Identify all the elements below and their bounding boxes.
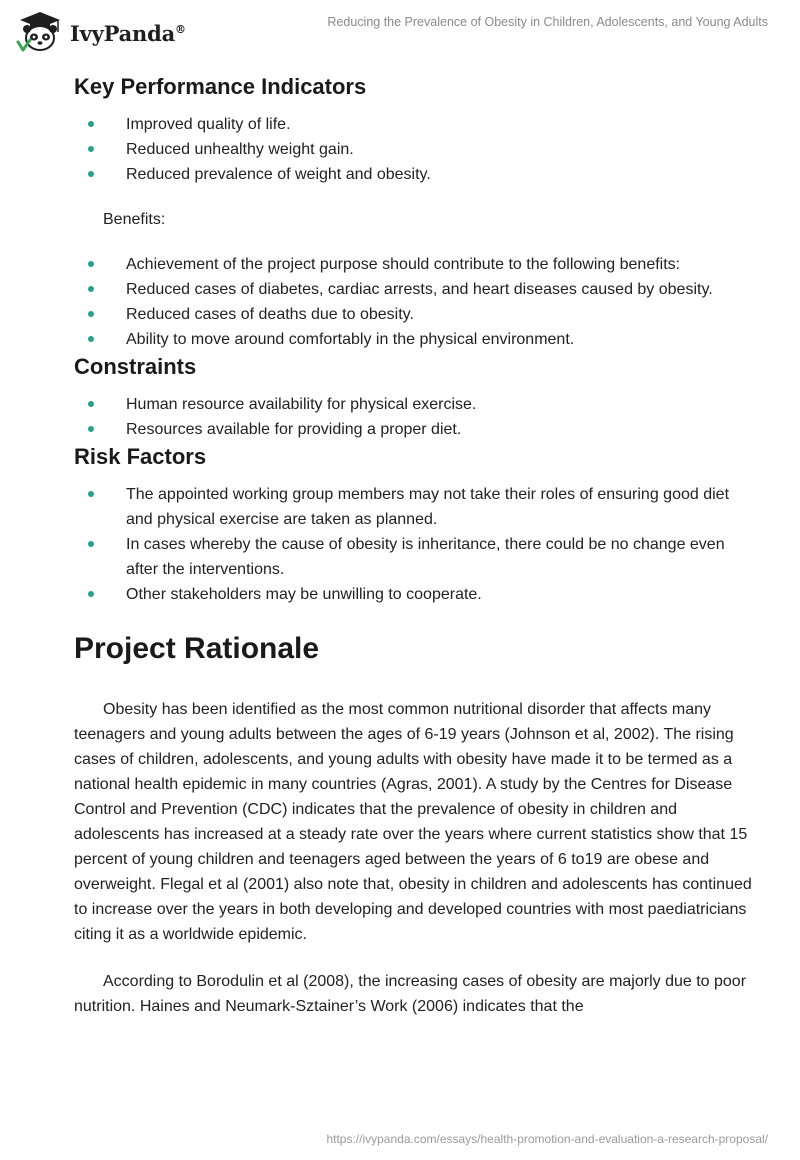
bullet-icon	[88, 121, 94, 127]
risk-factors-heading: Risk Factors	[74, 444, 207, 469]
bullet-icon	[88, 171, 94, 177]
document-body	[74, 72, 754, 1019]
benefits-list	[74, 252, 754, 352]
list-item: Reduced cases of diabetes, cardiac arrests, and heart diseases caused by obesity.	[74, 277, 754, 302]
bullet-icon	[88, 146, 94, 152]
bullet-icon	[88, 311, 94, 317]
project-rationale-heading: Project Rationale	[74, 632, 320, 665]
list-item: Reduced cases of deaths due to obesity.	[74, 302, 754, 327]
panda-graduate-icon	[16, 10, 64, 54]
list-item: Resources available for providing a proper diet.	[74, 417, 754, 442]
bullet-icon	[88, 286, 94, 292]
risk-factors-list	[74, 482, 754, 607]
brand-name: IvyPanda®	[70, 20, 186, 46]
source-url[interactable]: https://ivypanda.com/essays/health-promotion-and-evaluation-a-research-proposal/	[326, 1132, 768, 1146]
list-item: Reduced prevalence of weight and obesity.	[74, 162, 754, 187]
bullet-icon	[88, 401, 94, 407]
constraints-list	[74, 392, 754, 442]
list-item: Ability to move around comfortably in the physical environment.	[74, 327, 754, 352]
list-item: Human resource availability for physical exercise.	[74, 392, 754, 417]
kpi-list	[74, 112, 754, 187]
list-item: In cases whereby the cause of obesity is inheritance, there could be no change even after the interventions.	[74, 532, 754, 582]
bullet-icon	[88, 426, 94, 432]
page-header	[0, 0, 800, 60]
rationale-paragraph-2: According to Borodulin et al (2008), the increasing cases of obesity are majorly due to poor nutrition. Haines and Neumark-Sztainer’s Work (2006) indicates that the	[74, 973, 747, 1015]
bullet-icon	[88, 541, 94, 547]
benefits-label: Benefits:	[103, 211, 166, 228]
kpi-heading: Key Performance Indicators	[74, 74, 367, 99]
list-item: The appointed working group members may not take their roles of ensuring good diet and physical exercise are taken as planned.	[74, 482, 754, 532]
list-item: Other stakeholders may be unwilling to cooperate.	[74, 582, 754, 607]
brand-logo[interactable]	[16, 10, 186, 54]
running-title: Reducing the Prevalence of Obesity in Children, Adolescents, and Young Adults	[327, 15, 768, 29]
bullet-icon	[88, 491, 94, 497]
list-item: Improved quality of life.	[74, 112, 754, 137]
bullet-icon	[88, 261, 94, 267]
rationale-paragraph-1: Obesity has been identified as the most common nutritional disorder that affects many teenagers and young adults between the ages of 6-19 years (Johnson et al, 2002). The rising cases of children, adolescents, and young adults with obesity have made it to be termed as a national health epidemic in many countries (Agras, 2001). A study by the Centres for Disease Control and Prevention (CDC) indicates that the prevalence of obesity in children and adolescents has increased at a steady rate over the years where current statistics show that 15 percent of young children and teenagers aged between the years of 6 to19 are obese and overweight. Flegal et al (2001) also note that, obesity in children and adolescents has continued to increase over the years in both developing and developed countries with most paediatricians citing it as a worldwide epidemic.	[74, 701, 752, 943]
constraints-heading: Constraints	[74, 354, 197, 379]
list-item: Reduced unhealthy weight gain.	[74, 137, 754, 162]
bullet-icon	[88, 591, 94, 597]
bullet-icon	[88, 336, 94, 342]
list-item: Achievement of the project purpose should contribute to the following benefits:	[74, 252, 754, 277]
